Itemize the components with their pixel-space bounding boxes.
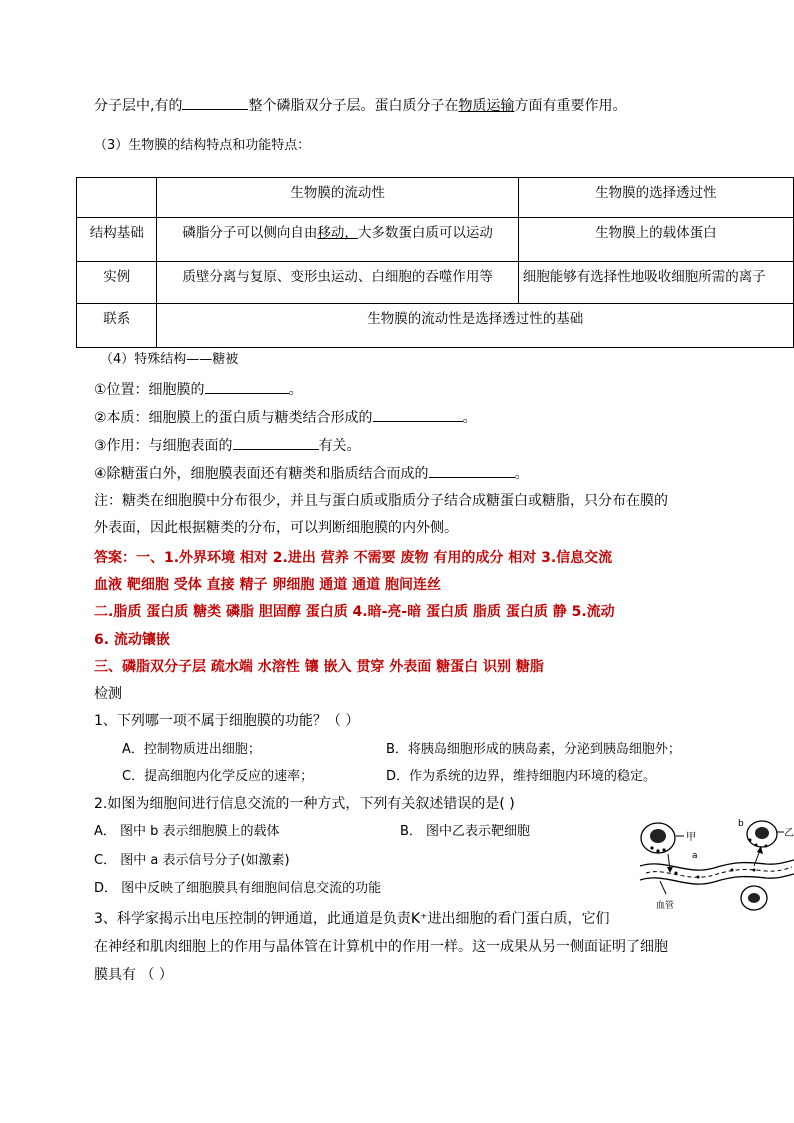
answer-line: 二.脂质 蛋白质 糖类 磷脂 胆固醇 蛋白质 4.暗-亮-暗 蛋白质 脂质 蛋白质 静 5.流动: [94, 604, 615, 620]
fill-blank[interactable]: [233, 434, 319, 450]
membrane-properties-table: [76, 177, 794, 348]
cell-yi: [747, 821, 777, 848]
q3-line: 膜具有 （ ）: [94, 967, 173, 983]
table-row: [77, 304, 794, 348]
blood-vessel: [640, 860, 794, 884]
note-line: 注：糖类在细胞膜中分布很少，并且与蛋白质或脂质分子结合成糖蛋白或糖脂，只分布在膜的: [94, 493, 668, 509]
cell-jia: [641, 823, 675, 853]
table-header-cell: 生物膜的流动性: [157, 178, 518, 218]
q1-stem: 1、下列哪一项不属于细胞膜的功能？（ ）: [94, 713, 360, 729]
q2-option-d[interactable]: D． 图中反映了细胞膜具有细胞间信息交流的功能: [94, 881, 382, 896]
table-row-label: 实例: [77, 262, 157, 304]
table-header-cell: [77, 178, 157, 218]
q2-option-a[interactable]: A． 图中 b 表示细胞膜上的载体: [94, 824, 280, 839]
table-cell: 质壁分离与复原、变形虫运动、白细胞的吞噬作用等: [157, 262, 518, 304]
table-cell: 生物膜上的载体蛋白: [518, 218, 793, 262]
table-row: [77, 262, 794, 304]
table-merged-cell: 生物膜的流动性是选择透过性的基础: [157, 304, 794, 348]
note-line: 外表面，因此根据糖类的分布，可以判断细胞膜的内外侧。: [94, 520, 458, 536]
list-item: ②本质：细胞膜上的蛋白质与糖类结合形成的 。: [94, 406, 477, 428]
q3-line: 3、科学家揭示出电压控制的钾通道，此通道是负责K⁺进出细胞的看门蛋白质，它们: [94, 911, 610, 927]
answer-line: 三、磷脂双分子层 疏水端 水溶性 镶 嵌入 贯穿 外表面 糖蛋白 识别 糖脂: [94, 659, 544, 675]
table-row: [77, 218, 794, 262]
table-row-label: 联系: [77, 304, 157, 348]
q1-option-c[interactable]: C．提高细胞内化学反应的速率；: [122, 769, 314, 784]
fill-blank[interactable]: [205, 378, 289, 394]
label-vessel: 血管: [656, 901, 675, 911]
q1-option-a[interactable]: A．控制物质进出细胞；: [122, 742, 261, 757]
answer-line: 血液 靶细胞 受体 直接 精子 卵细胞 通道 通道 胞间连丝: [94, 577, 441, 593]
table-cell: 细胞能够有选择性地吸收细胞所需的离子: [518, 262, 793, 304]
label-yi: 乙: [784, 828, 794, 839]
list-item: ①位置：细胞膜的 。: [94, 378, 303, 400]
table-cell: 磷脂分子可以侧向自由移动，大多数蛋白质可以运动: [157, 218, 518, 262]
fill-blank[interactable]: [373, 406, 463, 422]
table-row-label: 结构基础: [77, 218, 157, 262]
q2-option-c[interactable]: C． 图中 a 表示信号分子(如激素): [94, 853, 290, 868]
list-item: ④除糖蛋白外，细胞膜表面还有糖类和脂质结合而成的 。: [94, 462, 529, 484]
intro-text-1: 分子层中,有的: [94, 98, 183, 114]
check-title: 检测: [94, 686, 122, 702]
answer-line: 答案：一、1.外界环境 相对 2.进出 营养 不需要 废物 有用的成分 相对 3.信息交流: [94, 550, 613, 566]
intro-line: [94, 94, 626, 116]
label-jia: 甲: [686, 832, 696, 843]
fill-blank[interactable]: [429, 462, 515, 478]
q2-stem: 2.如图为细胞间进行信息交流的一种方式，下列有关叙述错误的是( ): [94, 796, 515, 812]
table-header-cell: 生物膜的选择透过性: [518, 178, 793, 218]
fill-blank[interactable]: [182, 94, 248, 110]
q1-option-d[interactable]: D．作为系统的边界，维持细胞内环境的稳定。: [386, 769, 657, 784]
cell-lower: [741, 886, 767, 910]
table-header-row: [77, 178, 794, 218]
answer-line: 6. 流动镶嵌: [94, 632, 170, 648]
list-item: ③作用：与细胞表面的 有关。: [94, 434, 361, 456]
q3-line: 在神经和肌肉细胞上的作用与晶体管在计算机中的作用一样。这一成果从另一侧面证明了细胞: [94, 939, 668, 955]
label-a: a: [692, 851, 698, 861]
intro-underlined: 物质运输: [458, 98, 515, 114]
section3-title: （3）生物膜的结构特点和功能特点：: [94, 138, 311, 153]
q2-option-b[interactable]: B． 图中乙表示靶细胞: [400, 824, 531, 839]
q1-option-b[interactable]: B．将胰岛细胞形成的胰岛素，分泌到胰岛细胞外；: [386, 742, 681, 757]
section4-title: （4）特殊结构——糖被: [100, 352, 239, 367]
label-b: b: [738, 819, 744, 829]
intro-text-3: 方面有重要作用。: [514, 98, 627, 114]
intro-text-2: 整个磷脂双分子层。蛋白质分子在: [248, 98, 459, 114]
cell-signaling-diagram: [636, 818, 794, 914]
